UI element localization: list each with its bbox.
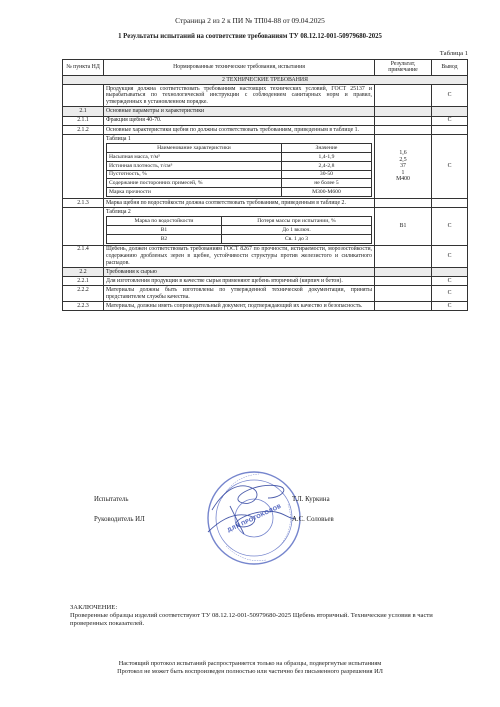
conclusion-title: ЗАКЛЮЧЕНИЕ: bbox=[70, 604, 118, 611]
stamp-text: ДЛЯ ПРОТОКОЛОВ bbox=[226, 503, 283, 535]
footer-line-2: Протокол не может быть воспроизведен полностью или частично без письменного разрешения ИЛ bbox=[117, 668, 383, 675]
header-requirements: Нормированные технические требования, испытания bbox=[104, 60, 375, 76]
subsection-title: Основные параметры и характеристики bbox=[104, 107, 375, 116]
table-row bbox=[63, 302, 468, 311]
subtable-header: Значение bbox=[281, 144, 371, 153]
output-cell: С bbox=[432, 84, 468, 106]
subtable-header: Марка по водостойкости bbox=[107, 217, 222, 226]
result-cell: 1,6 2,5 37 1 М400 bbox=[375, 134, 432, 198]
item-num: 2.2.1 bbox=[63, 277, 104, 286]
item-text: Основные характеристики щебня по должны соответствовать требованиям, приведенным в таблице 1. bbox=[104, 125, 375, 134]
output-cell: С bbox=[432, 302, 468, 311]
output-cell: С bbox=[432, 245, 468, 267]
item-text: Материалы, должны иметь сопроводительный документ, подтверждающий их качество и безопасность. bbox=[104, 302, 375, 311]
output-cell: С bbox=[432, 286, 468, 302]
header-output: Вывод bbox=[432, 60, 468, 76]
table-row bbox=[63, 245, 468, 267]
item-num: 2.1.4 bbox=[63, 245, 104, 267]
section-heading: 2 ТЕХНИЧЕСКИЕ ТРЕБОВАНИЯ bbox=[63, 75, 468, 84]
footer-line-1: Настоящий протокол испытаний распространяется только на образцы, подвергнутые испытаниям bbox=[118, 660, 382, 667]
item-text: Для изготовления продукции в качестве сырья применяют щебень вторичный (кирпич и бетон). bbox=[104, 277, 375, 286]
subtable-row: В1 До 1 включ. bbox=[107, 226, 372, 235]
head-label: Руководитель ИЛ bbox=[94, 516, 145, 523]
subtable-header: Наименование характеристики bbox=[107, 144, 282, 153]
footer bbox=[0, 660, 500, 676]
table-label: Таблица 1 bbox=[439, 50, 468, 57]
table-row bbox=[63, 286, 468, 302]
item-num: 2.1.1 bbox=[63, 116, 104, 125]
item-text: Фракция щебня 40-70. bbox=[104, 116, 375, 125]
subtable-label: Таблица 2 bbox=[106, 208, 131, 215]
subtable-1-cell bbox=[104, 134, 375, 198]
table-row bbox=[63, 84, 468, 106]
item-num: 2.1.3 bbox=[63, 198, 104, 207]
subsection-num: 2.1 bbox=[63, 107, 104, 116]
item-num: 2.2.3 bbox=[63, 302, 104, 311]
subtable-row: Пустотность, % 30-50 bbox=[107, 170, 372, 179]
table-header-row bbox=[63, 60, 468, 76]
table-row bbox=[63, 116, 468, 125]
head-name: А.С. Соловьев bbox=[292, 516, 334, 523]
subtable-row: Марка прочности М300-М600 bbox=[107, 188, 372, 197]
item-text: Щебень, должен соответствовать требованиям ГОСТ 8267 по прочности, истираемости, морозостойкости, содержанию дробленых зерен в щебне, устойчивости структуры против железистого и силикатного распадов. bbox=[104, 245, 375, 267]
subtable-row: Содержание посторонних примесей, % не более 5 bbox=[107, 179, 372, 188]
section-title: 1 Результаты испытаний на соответствие требованиям ТУ 08.12.12-001-50979680-2025 bbox=[118, 33, 382, 40]
subtable-row: Насыпная масса, т/м³ 1,4-1,9 bbox=[107, 153, 372, 162]
subtable-header: Потеря массы при испытании, % bbox=[221, 217, 371, 226]
header-result: Результат, примечание bbox=[375, 60, 432, 76]
subtable-row: В2 Св. 1 до 3 bbox=[107, 235, 372, 244]
subsection-row bbox=[63, 107, 468, 116]
subtable-2 bbox=[106, 216, 372, 243]
subtable-label: Таблица 1 bbox=[106, 135, 131, 142]
page-header: Страница 2 из 2 к ПИ № ТП04-88 от 09.04.2025 bbox=[175, 16, 325, 25]
table-row bbox=[63, 125, 468, 134]
section-row bbox=[63, 75, 468, 84]
header-num: № пункта НД bbox=[63, 60, 104, 76]
table-row bbox=[63, 277, 468, 286]
tester-name: Т.Л. Куркина bbox=[292, 496, 330, 503]
output-cell: С bbox=[432, 277, 468, 286]
result-cell: В1 bbox=[375, 208, 432, 246]
output-cell: С bbox=[432, 116, 468, 125]
item-text: Марка щебня по водостойкости должна соответствовать требованиям, приведенным в таблице 2. bbox=[104, 198, 375, 207]
table-row bbox=[63, 208, 468, 246]
subtable-1 bbox=[106, 143, 372, 197]
item-text: Материалы должны быть изготовлены по утвержденной технической документации, приняты представителем службы качества. bbox=[104, 286, 375, 302]
signature-scribble bbox=[200, 478, 300, 550]
subsection-num: 2.2 bbox=[63, 268, 104, 277]
item-num: 2.2.2 bbox=[63, 286, 104, 302]
subsection-row bbox=[63, 268, 468, 277]
conclusion-text: Проверенные образцы изделий соответствуют ТУ 08.12.12-001-50979680-2025 Щебень вторичный. Технические условия в части проверенных показателей. bbox=[70, 612, 433, 627]
tester-label: Испытатель bbox=[94, 496, 129, 503]
conclusion bbox=[70, 604, 470, 628]
output-cell: С bbox=[432, 134, 468, 198]
subtable-row: Истинная плотность, т/см³ 2,4-2,8 bbox=[107, 161, 372, 170]
output-cell: С bbox=[432, 208, 468, 246]
table-row bbox=[63, 198, 468, 207]
item-num: 2.1.2 bbox=[63, 125, 104, 134]
intro-text: Продукция должна соответствовать требованиям настоящих технических условий, ГОСТ 25137 и вырабатываться по технологической инструкции с соблюдением санитарных норм и правил, утвержденных в установленном порядке. bbox=[104, 84, 375, 106]
subsection-title: Требования к сырью bbox=[104, 268, 375, 277]
table-row bbox=[63, 134, 468, 198]
subtable-2-cell bbox=[104, 208, 375, 246]
results-table bbox=[62, 59, 468, 311]
